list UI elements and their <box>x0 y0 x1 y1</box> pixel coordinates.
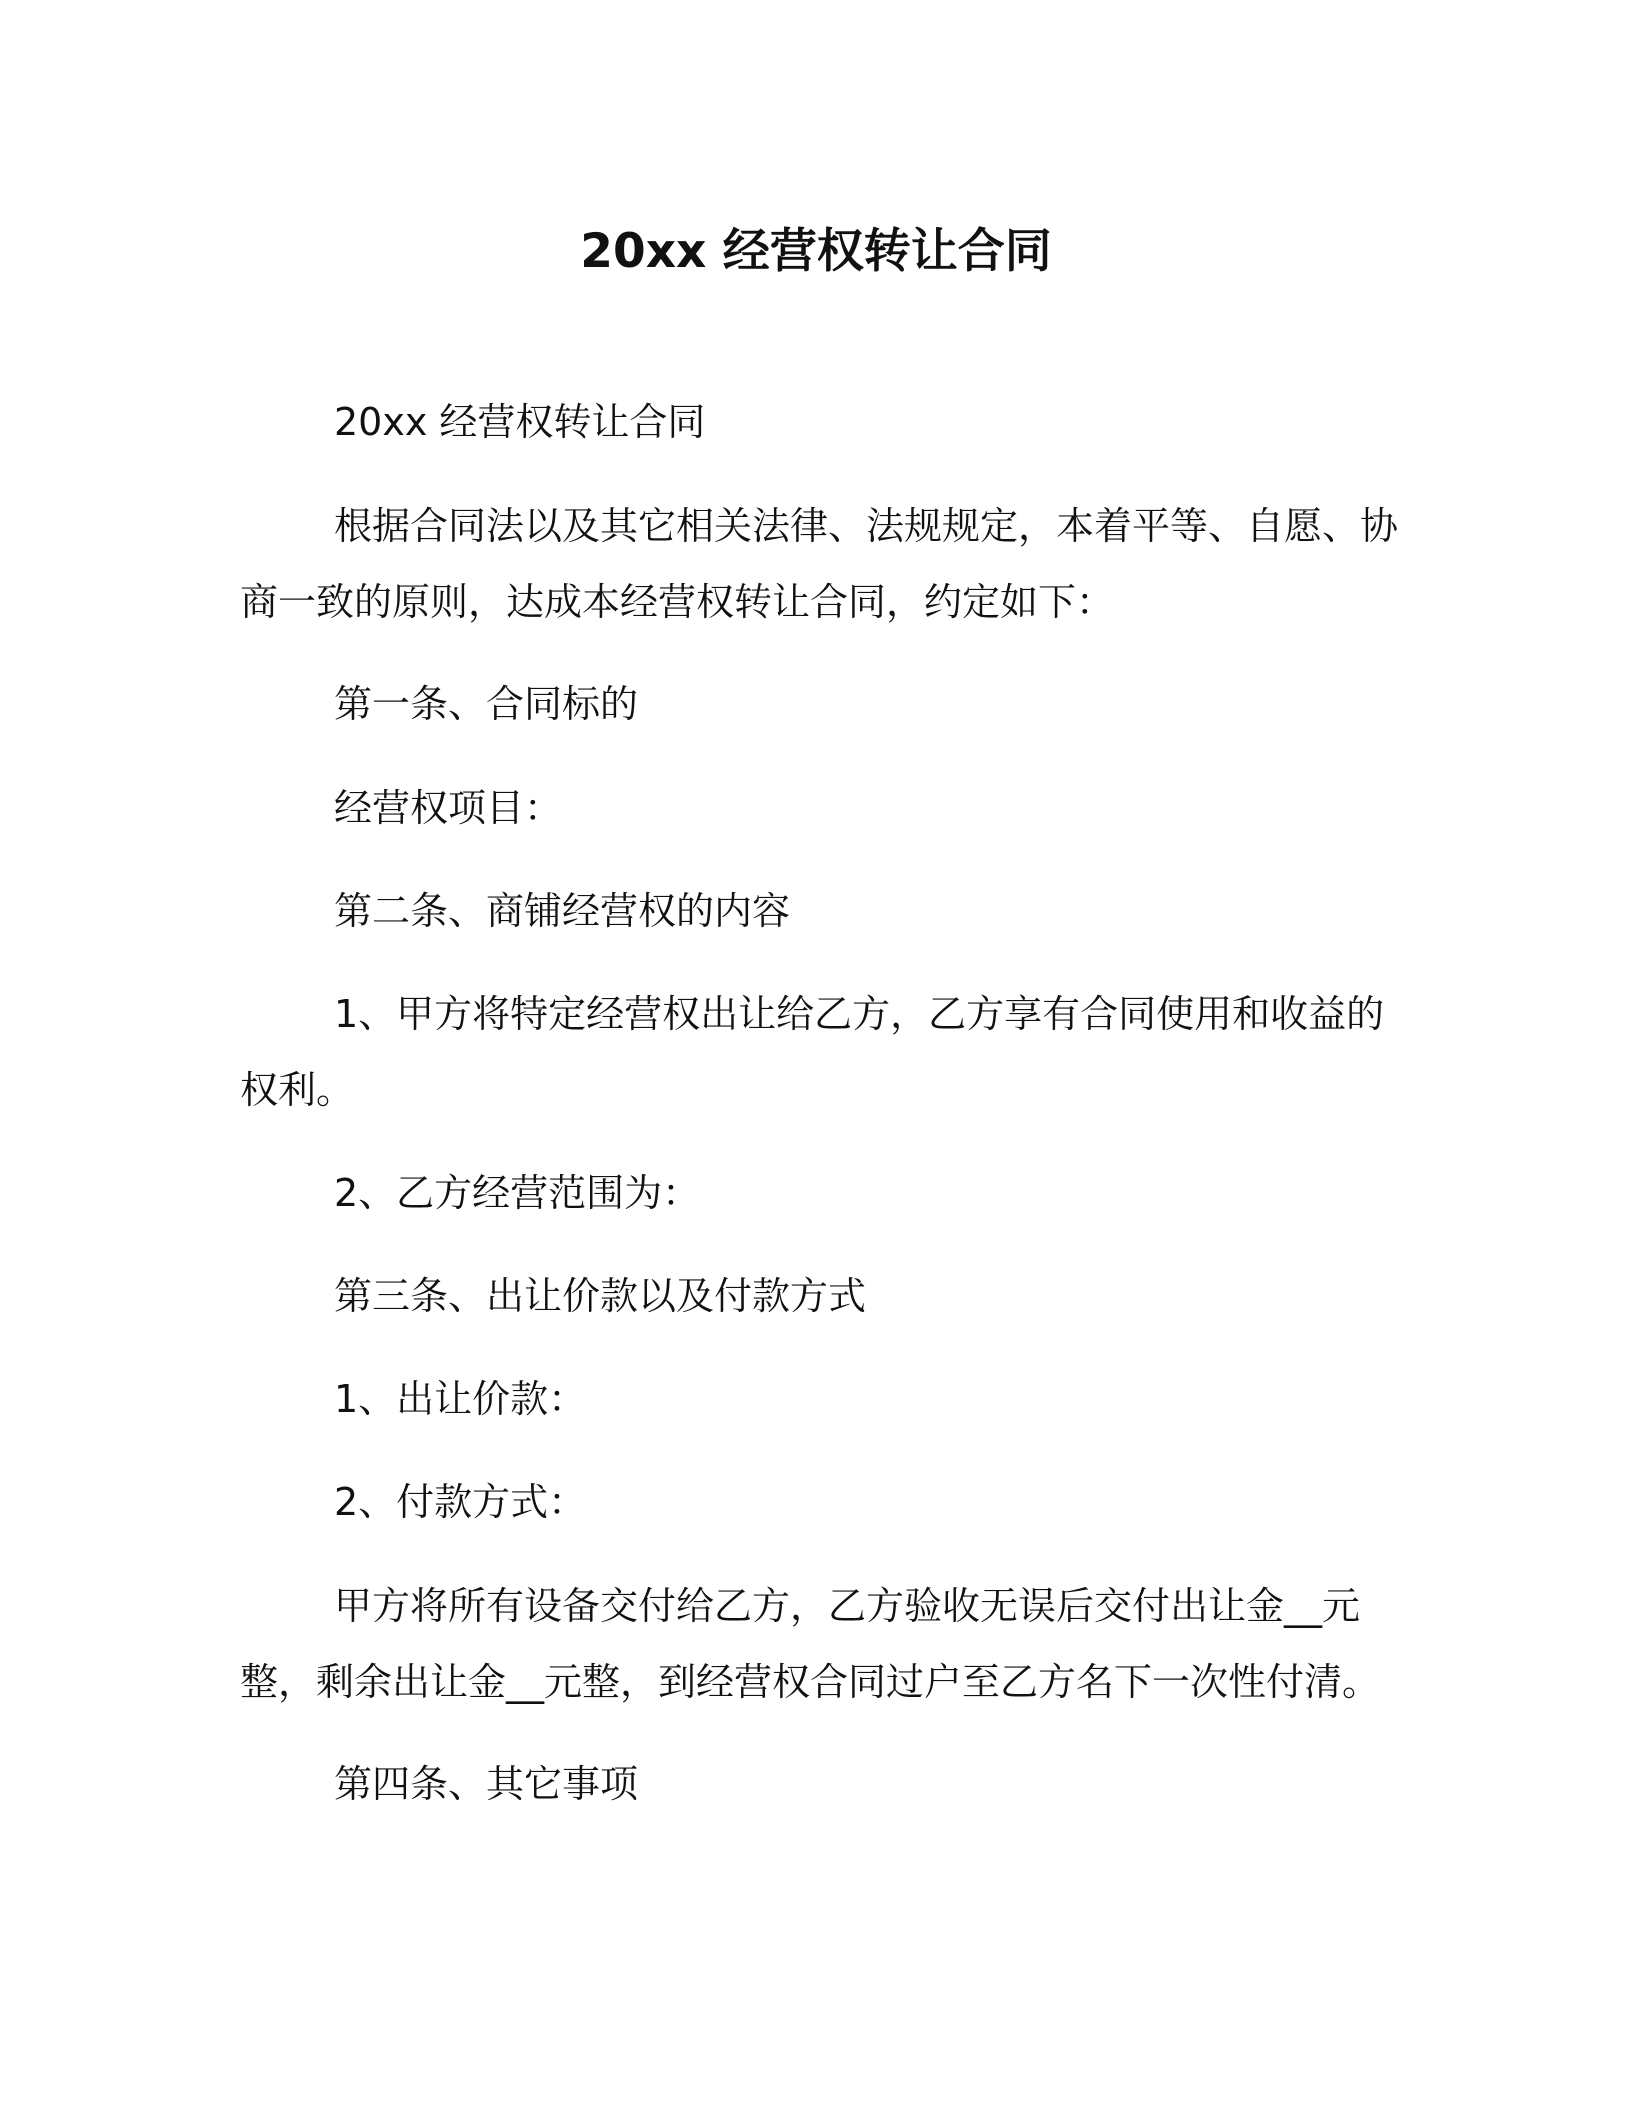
paragraph-article-3-item-2: 2、付款方式： <box>334 1480 587 1524</box>
paragraph-article-2-item-2: 2、乙方经营范围为： <box>334 1171 701 1215</box>
paragraph-subtitle: 20xx 经营权转让合同 <box>334 400 706 444</box>
paragraph-article-4-heading: 第四条、其它事项 <box>334 1762 639 1806</box>
paragraph-article-2-heading: 第二条、商铺经营权的内容 <box>334 889 791 933</box>
paragraph-article-1-heading: 第一条、合同标的 <box>334 682 639 726</box>
paragraph-payment-detail: 甲方将所有设备交付给乙方，乙方验收无误后交付出让金__元整，剩余出让金__元整，到经营权合同过户至乙方名下一次性付清。 <box>240 1584 1381 1704</box>
paragraph-article-3-item-1: 1、出让价款： <box>334 1377 587 1421</box>
paragraph-preamble: 根据合同法以及其它相关法律、法规规定，本着平等、自愿、协商一致的原则，达成本经营权转让合同，约定如下： <box>240 504 1399 624</box>
paragraph-project: 经营权项目： <box>334 786 563 830</box>
document-title: 20xx 经营权转让合同 <box>580 224 1052 279</box>
paragraph-article-2-item-1: 1、甲方将特定经营权出让给乙方，乙方享有合同使用和收益的权利。 <box>240 992 1385 1112</box>
paragraph-article-3-heading: 第三条、出让价款以及付款方式 <box>334 1274 867 1318</box>
